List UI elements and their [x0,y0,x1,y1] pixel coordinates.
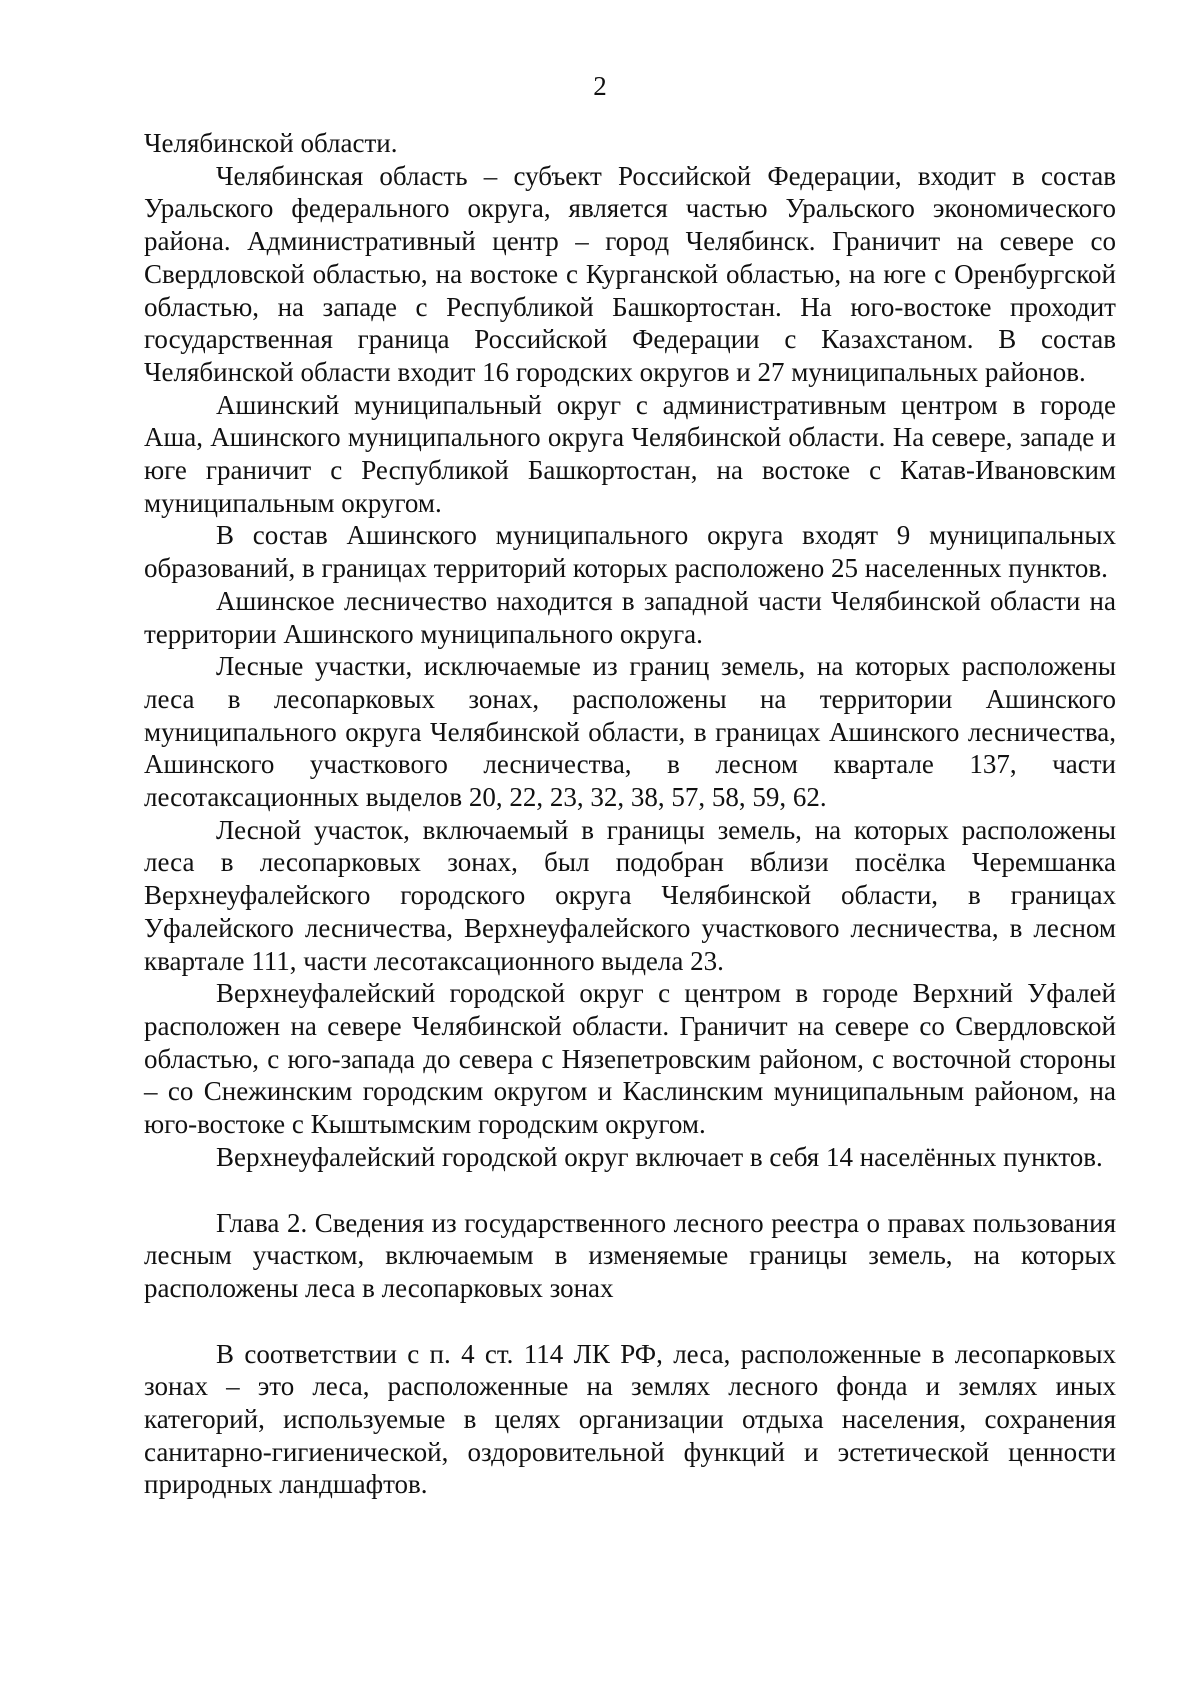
paragraph-excluded-plots: Лесные участки, исключаемые из границ земель, на которых расположены леса в лесопарковых зонах, расположены на территории Ашинского муниципального округа Челябинской области, в границах Ашинского лесничества, Ашинского участкового лесничества, в лесном квартале 137, части лесотаксационных выделов 20, 22, 23, 32, 38, 57, 58, 59, 62. [144,651,1116,813]
document-body [144,127,1116,1501]
paragraph-settlements: Верхнеуфалейский городской округ включает в себя 14 населённых пунктов. [216,1141,1103,1172]
paragraph-asha-composition: В состав Ашинского муниципального округа входят 9 муниципальных образований, в границах территорий которых расположено 25 населенных пунктов. [144,520,1116,584]
chapter-heading: Глава 2. Сведения из государственного лесного реестра о правах пользования лесным участком, включаемым в изменяемые границы земель, на которых расположены леса в лесопарковых зонах [144,1207,1116,1303]
paragraph-forest-code: В соответствии с п. 4 ст. 114 ЛК РФ, леса, расположенные в лесопарковых зонах – это леса, расположенные на землях лесного фонда и землях иных категорий, используемые в целях организации отдыха населения, сохранения санитарно-гигиенической, оздоровительной функций и эстетической ценности природных ландшафтов. [144,1338,1116,1500]
paragraph-asha-district: Ашинский муниципальный округ с административным центром в городе Аша, Ашинского муниципального округа Челябинской области. На севере, западе и юге граничит с Республикой Башкортостан, на востоке с Катав-Ивановским муниципальным округом. [144,389,1116,518]
paragraph-asha-forestry: Ашинское лесничество находится в западной части Челябинской области на территории Ашинского муниципального округа. [144,585,1116,649]
paragraph-included-plot: Лесной участок, включаемый в границы земель, на которых расположены леса в лесопарковых зонах, был подобран вблизи посёлка Черемшанка Верхнеуфалейского городского округа Челябинской области, в границах Уфалейского лесничества, Верхнеуфалейского участкового лесничества, в лесном квартале 111, части лесотаксационного выдела 23. [144,814,1116,976]
paragraph-chelyabinsk-region: Челябинская область – субъект Российской Федерации, входит в состав Уральского федерального округа, является частью Уральского экономического района. Административный центр – город Челябинск. Граничит на севере со Свердловской областью, на востоке с Курганской областью, на юге с Оренбургской областью, на западе с Республикой Башкортостан. На юго-востоке проходит государственная граница Российской Федерации с Казахстаном. В состав Челябинской области входит 16 городских округов и 27 муниципальных районов. [144,160,1116,387]
paragraph-verkhny-ufaley: Верхнеуфалейский городской округ с центром в городе Верхний Уфалей расположен на севере Челябинской области. Граничит на севере со Свердловской областью, с юго-запада до севера с Нязепетровским районом, с восточной стороны – со Снежинским городским округом и Каслинским муниципальным районом, на юго-востоке с Кыштымским городским округом. [144,978,1116,1140]
page-number: 2 [593,71,607,101]
paragraph-continuation: Челябинской области. [144,128,398,158]
